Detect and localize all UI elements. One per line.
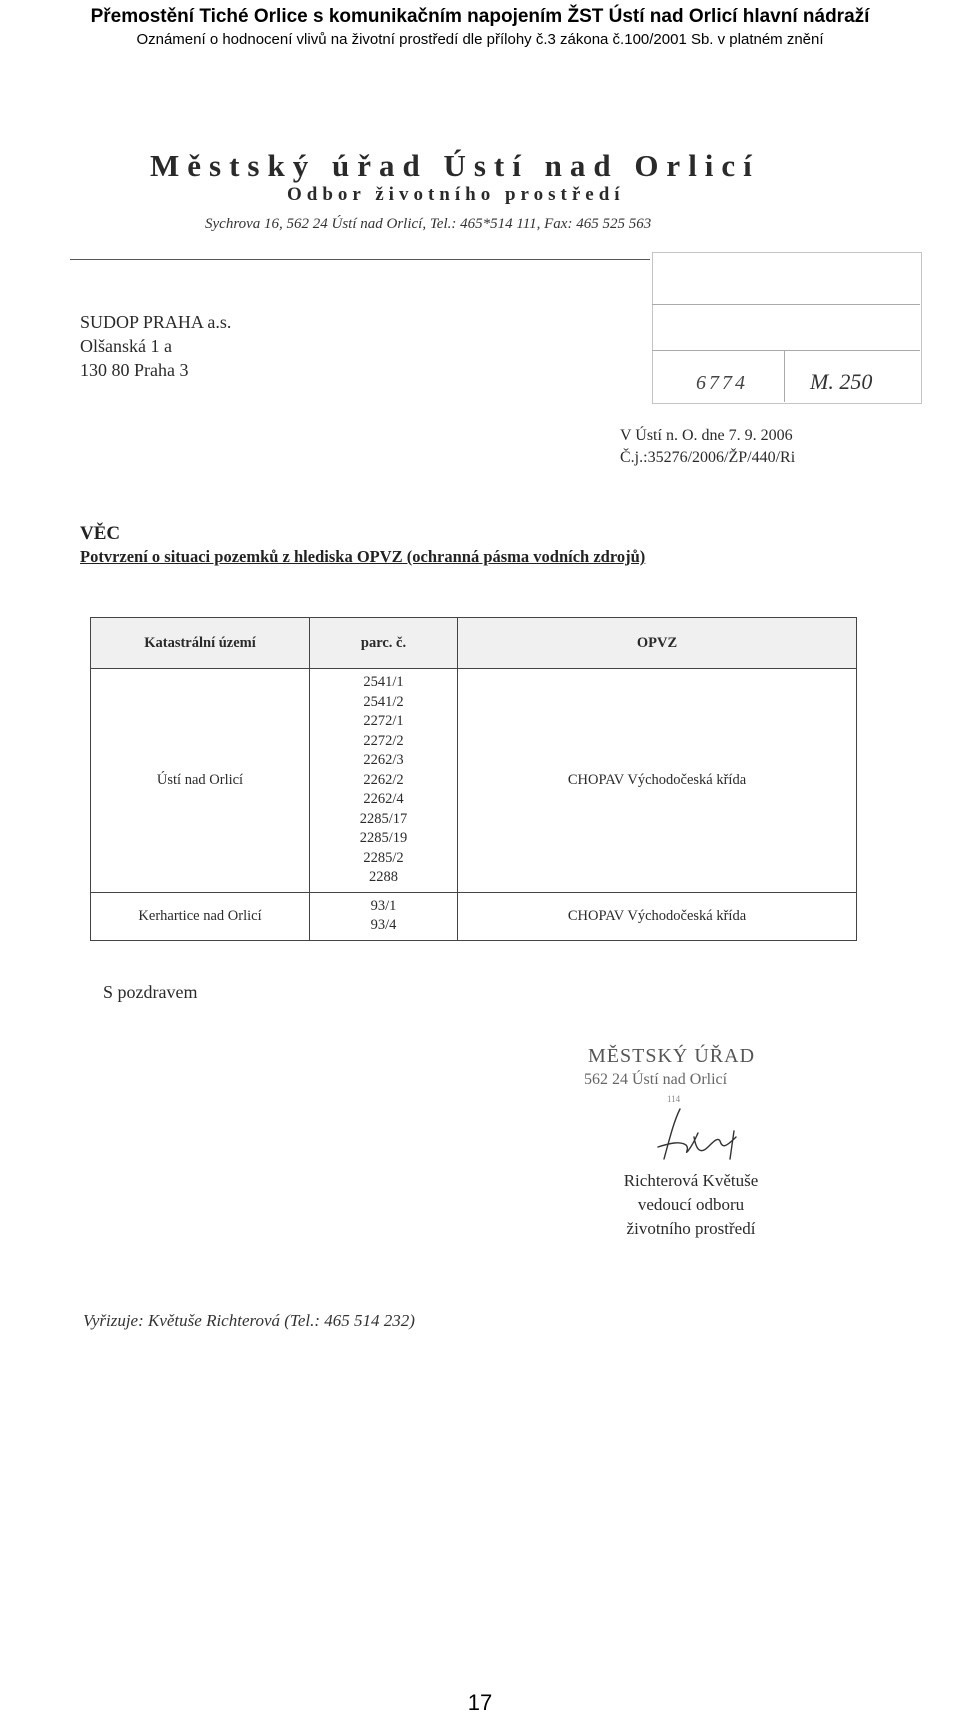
opvz-cell: CHOPAV Východočeská křída bbox=[458, 892, 857, 940]
document-title: Přemostění Tiché Orlice s komunikačním napojením ŽST Ústí nad Orlicí hlavní nádraží bbox=[90, 6, 870, 27]
letterhead-contact: Sychrova 16, 562 24 Ústí nad Orlicí, Tel.: 465*514 111, Fax: 465 525 563 bbox=[205, 216, 652, 232]
handled-by-note: Vyřizuje: Květuše Richterová (Tel.: 465 514 232) bbox=[83, 1311, 415, 1330]
registry-stamp bbox=[652, 252, 922, 404]
addressee-block bbox=[80, 310, 231, 382]
place-date-block bbox=[620, 425, 795, 469]
parcel-number: 2272/1 bbox=[363, 713, 404, 729]
table-header-row bbox=[91, 618, 857, 669]
table-row bbox=[91, 669, 857, 893]
parcel-number: 2272/2 bbox=[363, 732, 404, 749]
addressee-city: 130 80 Praha 3 bbox=[80, 360, 189, 380]
parcel-number: 2262/3 bbox=[363, 752, 404, 768]
parcels-table bbox=[90, 617, 857, 941]
parcel-number: 2262/4 bbox=[363, 791, 404, 807]
signature-image bbox=[650, 1107, 750, 1165]
parcel-number: 2541/2 bbox=[363, 693, 404, 710]
addressee-company: SUDOP PRAHA a.s. bbox=[80, 312, 232, 332]
parcel-number: 2541/1 bbox=[363, 674, 404, 690]
territory-cell: Kerhartice nad Orlicí bbox=[91, 892, 310, 940]
parcel-number: 2285/2 bbox=[363, 849, 404, 866]
signatory-department: životního prostředí bbox=[626, 1219, 756, 1238]
parcel-number: 2288 bbox=[369, 869, 398, 885]
opvz-cell: CHOPAV Východočeská křída bbox=[458, 669, 857, 893]
subject-text: Potvrzení o situaci pozemků z hlediska OPVZ (ochranná pásma vodních zdrojů) bbox=[80, 547, 646, 566]
parcel-number: 2285/17 bbox=[359, 810, 408, 827]
registry-handwritten-note: M. 250 bbox=[810, 369, 873, 394]
territory-cell: Ústí nad Orlicí bbox=[91, 669, 310, 893]
document-subtitle: Oznámení o hodnocení vlivů na životní prostředí dle přílohy č.3 zákona č.100/2001 Sb. v platném znění bbox=[136, 31, 824, 48]
letterhead-office: Městský úřad Ústí nad Orlicí bbox=[150, 148, 760, 183]
parcel-cell bbox=[310, 892, 458, 940]
official-stamp-number: 114 bbox=[667, 1094, 681, 1104]
subject-label: VĚC bbox=[80, 523, 121, 544]
reference-number: Č.j.:35276/2006/ŽP/440/Ri bbox=[620, 449, 796, 466]
page-number: 17 bbox=[467, 1690, 493, 1715]
parcel-number: 2262/2 bbox=[363, 771, 404, 788]
parcel-number: 2285/19 bbox=[359, 830, 408, 846]
place-date: V Ústí n. O. dne 7. 9. 2006 bbox=[620, 427, 793, 444]
parcel-cell bbox=[310, 669, 458, 893]
header-territory: Katastrální území bbox=[91, 618, 310, 669]
table-row bbox=[91, 892, 857, 940]
parcel-number: 93/4 bbox=[370, 917, 397, 933]
letterhead-department: Odbor životního prostředí bbox=[287, 184, 625, 205]
header-parcel: parc. č. bbox=[310, 618, 458, 669]
letterhead-divider bbox=[70, 259, 650, 260]
header-opvz: OPVZ bbox=[458, 618, 857, 669]
signatory-name: Richterová Květuše bbox=[623, 1171, 759, 1190]
greeting: S pozdravem bbox=[103, 982, 198, 1002]
addressee-street: Olšanská 1 a bbox=[80, 336, 172, 356]
registry-reference-number: 6774 bbox=[696, 372, 748, 394]
official-stamp-address: 562 24 Ústí nad Orlicí bbox=[584, 1071, 728, 1088]
signatory-role: vedoucí odboru bbox=[637, 1195, 745, 1214]
parcel-number: 93/1 bbox=[370, 897, 397, 914]
official-stamp-office: MĚSTSKÝ ÚŘAD bbox=[588, 1045, 756, 1067]
